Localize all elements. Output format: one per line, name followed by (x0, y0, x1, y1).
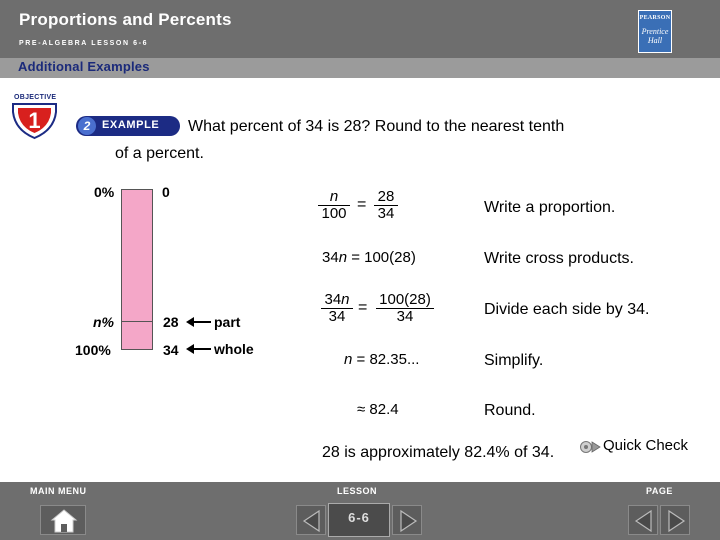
example-number: 2 (78, 117, 96, 135)
triangle-left-icon (629, 506, 659, 536)
example-label: EXAMPLE (102, 119, 160, 131)
lesson-prev-button[interactable] (296, 505, 326, 535)
percent-bar (121, 189, 153, 350)
question-line-1: What percent of 34 is 28? Round to the nearest tenth (188, 118, 565, 135)
step4-description: Simplify. (484, 352, 544, 369)
main-menu-label: MAIN MENU (30, 486, 87, 496)
step5-expression: ≈ 82.4 (357, 401, 399, 418)
lesson-number-badge (328, 503, 390, 537)
objective-number: 1 (28, 108, 41, 133)
section-bar (0, 58, 720, 78)
objective-badge (10, 94, 66, 140)
page-prev-button[interactable] (628, 505, 658, 535)
step3-fraction-left: $\frac{34n}{34}$ (321, 292, 353, 325)
bar-part-text: part (214, 314, 241, 330)
step3-equals: = (358, 299, 368, 316)
section-title: Additional Examples (18, 59, 150, 74)
triangle-right-icon (661, 506, 691, 536)
bar-top-percent: 0% (94, 184, 115, 200)
bar-whole-text: whole (214, 341, 254, 357)
page-next-button[interactable] (660, 505, 690, 535)
step2-description: Write cross products. (484, 250, 634, 267)
bar-whole-value: 34 (163, 342, 179, 358)
step3-description: Divide each side by 34. (484, 301, 650, 318)
conclusion-text: 28 is approximately 82.4% of 34. (322, 444, 555, 461)
percent-bar-divider (121, 321, 153, 322)
header-bar (0, 0, 720, 58)
example-badge (76, 116, 180, 136)
step3-fraction-right: $\frac{100(28)}{34}$ (376, 292, 434, 325)
lesson-subtitle: PRE-ALGEBRA LESSON 6-6 (19, 40, 149, 47)
lesson-next-button[interactable] (392, 505, 422, 535)
bar-whole-percent: 100% (75, 342, 111, 358)
bar-top-value: 0 (162, 184, 170, 200)
quick-check-label[interactable]: Quick Check (603, 437, 689, 454)
left-arrow-icon (186, 343, 212, 355)
step2-expression: 34n = 100(28) (322, 249, 416, 266)
bar-part-value: 28 (163, 314, 179, 330)
step1-description: Write a proportion. (484, 199, 616, 216)
step1-equals: = (357, 196, 367, 213)
triangle-left-icon (297, 506, 327, 536)
bar-part-percent: n% (93, 314, 114, 330)
objective-shield-icon (10, 94, 66, 140)
home-button[interactable] (40, 505, 86, 535)
lesson-number: 6-6 (348, 510, 370, 525)
step4-expression: n = 82.35... (344, 351, 420, 368)
left-arrow-icon (186, 316, 212, 328)
step1-fraction-left: $\frac{n}{100}$ (318, 189, 350, 222)
triangle-right-icon (393, 506, 423, 536)
question-line-2: of a percent. (115, 145, 204, 162)
home-icon (41, 506, 87, 536)
page-label: PAGE (646, 486, 673, 496)
page-title: Proportions and Percents (19, 10, 232, 29)
publisher-top-text: PEARSON (639, 15, 671, 21)
objective-label: OBJECTIVE (14, 94, 57, 101)
step5-description: Round. (484, 402, 536, 419)
quick-check-icon[interactable] (580, 439, 602, 455)
step1-fraction-right: $\frac{28}{34}$ (374, 189, 398, 222)
approx-symbol: ≈ (357, 401, 366, 418)
publisher-logo (638, 10, 672, 53)
publisher-name-text: Prentice Hall (641, 27, 669, 45)
lesson-label: LESSON (337, 486, 378, 496)
